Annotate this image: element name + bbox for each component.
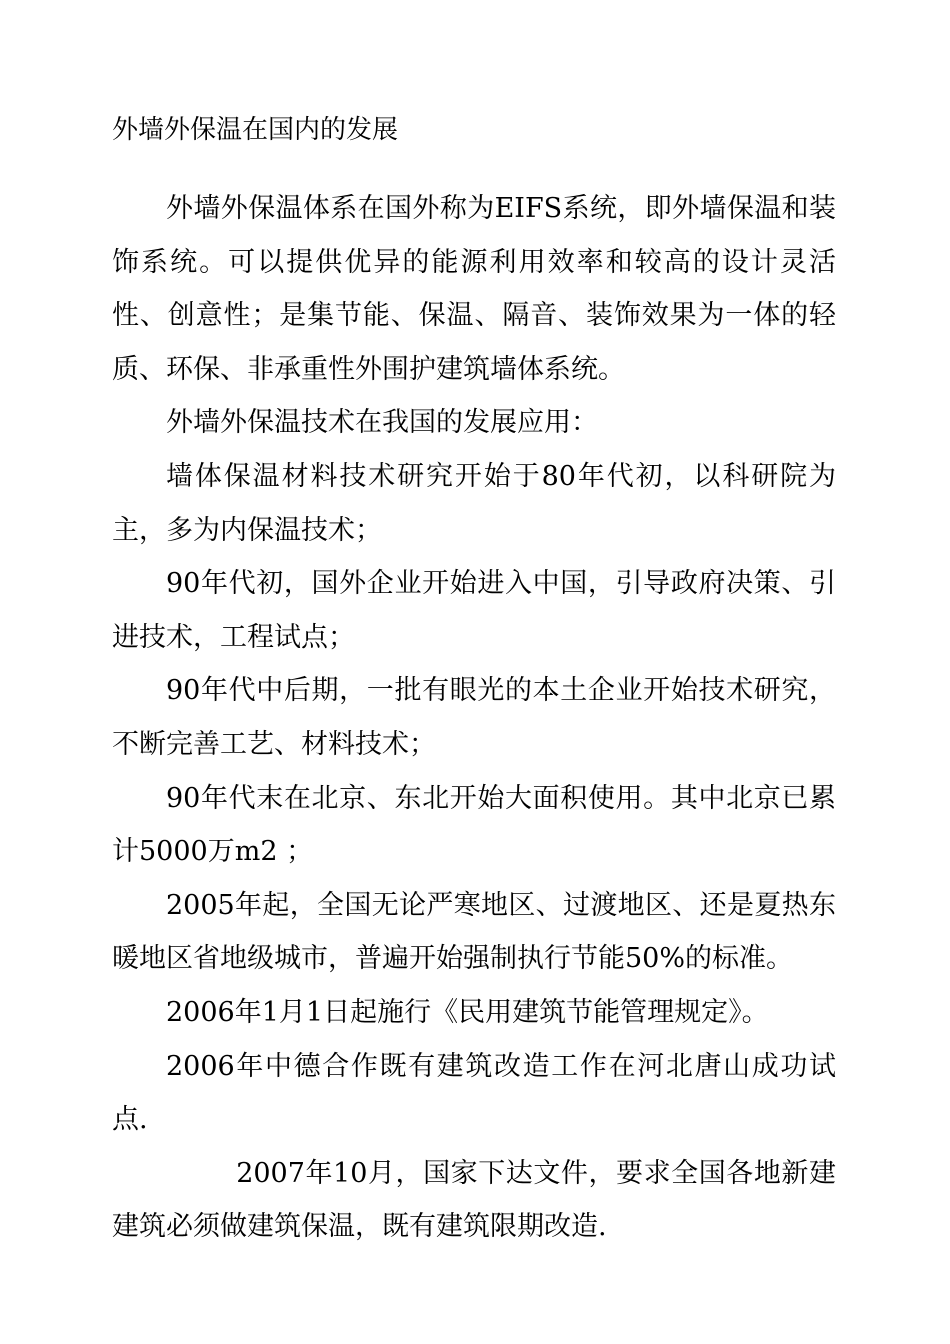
paragraph-development-heading: 外墙外保温技术在我国的发展应用： bbox=[166, 407, 598, 439]
paragraph-1980s: 墙体保温材料技术研究开始于80年代初，以科研院为主，多为内保温技术； bbox=[112, 460, 836, 546]
paragraph-2006-regulation: 2006年1月1日起施行《民用建筑节能管理规定》。 bbox=[166, 996, 769, 1028]
document-body bbox=[112, 182, 836, 1254]
paragraph-late-1990s: 90年代末在北京、东北开始大面积使用。其中北京已累计5000万m2 ； bbox=[112, 782, 836, 868]
paragraph-mid-1990s: 90年代中后期，一批有眼光的本土企业开始技术研究，不断完善工艺、材料技术； bbox=[112, 675, 836, 760]
paragraph-early-1990s: 90年代初，国外企业开始进入中国，引导政府决策、引进技术，工程试点； bbox=[112, 568, 836, 653]
document-title: 外墙外保温在国内的发展 bbox=[112, 115, 399, 145]
paragraph-2005: 2005年起，全国无论严寒地区、过渡地区、还是夏热东暖地区省地级城市，普遍开始强制执行节能50%的标准。 bbox=[112, 889, 836, 975]
paragraph-2007: 2007年10月，国家下达文件，要求全国各地新建建筑必须做建筑保温，既有建筑限期改造. bbox=[112, 1157, 836, 1243]
paragraph-2006-pilot: 2006年中德合作既有建筑改造工作在河北唐山成功试点. bbox=[112, 1050, 836, 1136]
paragraph-eifs-intro: 外墙外保温体系在国外称为EIFS系统，即外墙保温和装饰系统。可以提供优异的能源利用效率和较高的设计灵活性、创意性；是集节能、保温、隔音、装饰效果为一体的轻质、环保、非承重性外围护建筑墙体系统。 bbox=[112, 193, 836, 385]
